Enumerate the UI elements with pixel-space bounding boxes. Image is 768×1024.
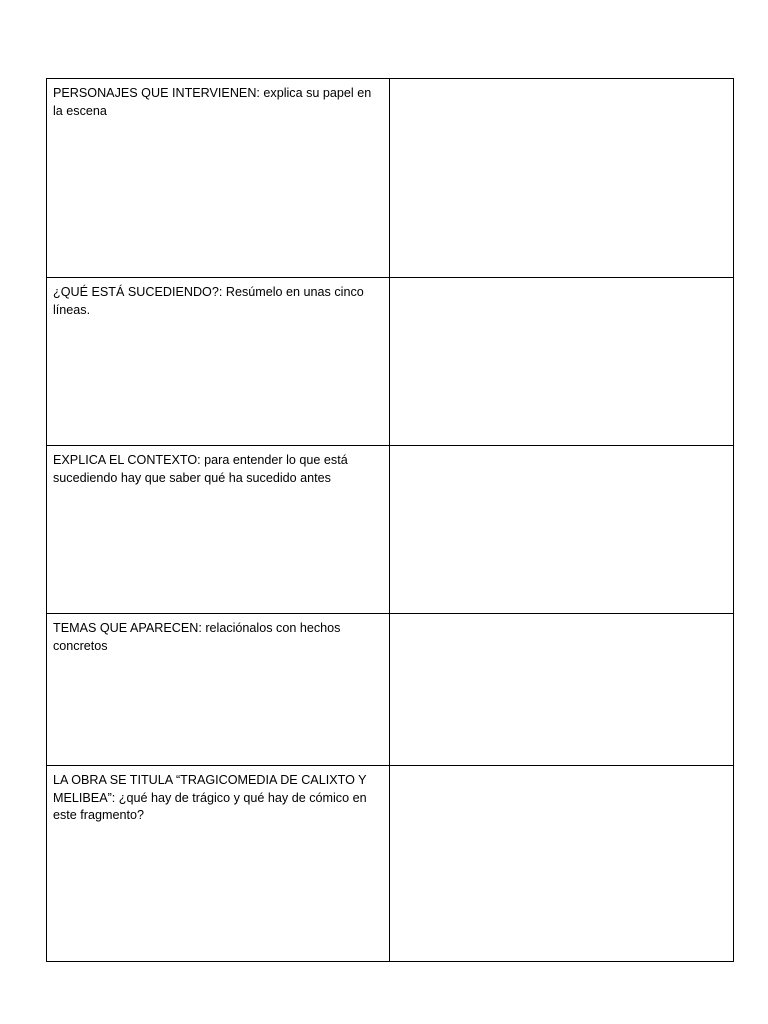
table-row	[47, 766, 734, 962]
answer-cell-tragicomedy[interactable]	[390, 766, 734, 962]
table-row	[47, 278, 734, 446]
table-row	[47, 614, 734, 766]
answer-cell-themes[interactable]	[390, 614, 734, 766]
prompt-cell-summary: ¿QUÉ ESTÁ SUCEDIENDO?: Resúmelo en unas cinco líneas.	[47, 278, 390, 446]
answer-cell-context[interactable]	[390, 446, 734, 614]
answer-cell-summary[interactable]	[390, 278, 734, 446]
worksheet-table	[46, 78, 734, 962]
prompt-cell-characters: PERSONAJES QUE INTERVIENEN: explica su papel en la escena	[47, 79, 390, 278]
table-row	[47, 79, 734, 278]
prompt-cell-themes: TEMAS QUE APARECEN: relaciónalos con hechos concretos	[47, 614, 390, 766]
table-row	[47, 446, 734, 614]
prompt-cell-context: EXPLICA EL CONTEXTO: para entender lo que está sucediendo hay que saber qué ha sucedido antes	[47, 446, 390, 614]
answer-cell-characters[interactable]	[390, 79, 734, 278]
prompt-cell-tragicomedy: LA OBRA SE TITULA “TRAGICOMEDIA DE CALIXTO Y MELIBEA”: ¿qué hay de trágico y qué hay de cómico en este fragmento?	[47, 766, 390, 962]
